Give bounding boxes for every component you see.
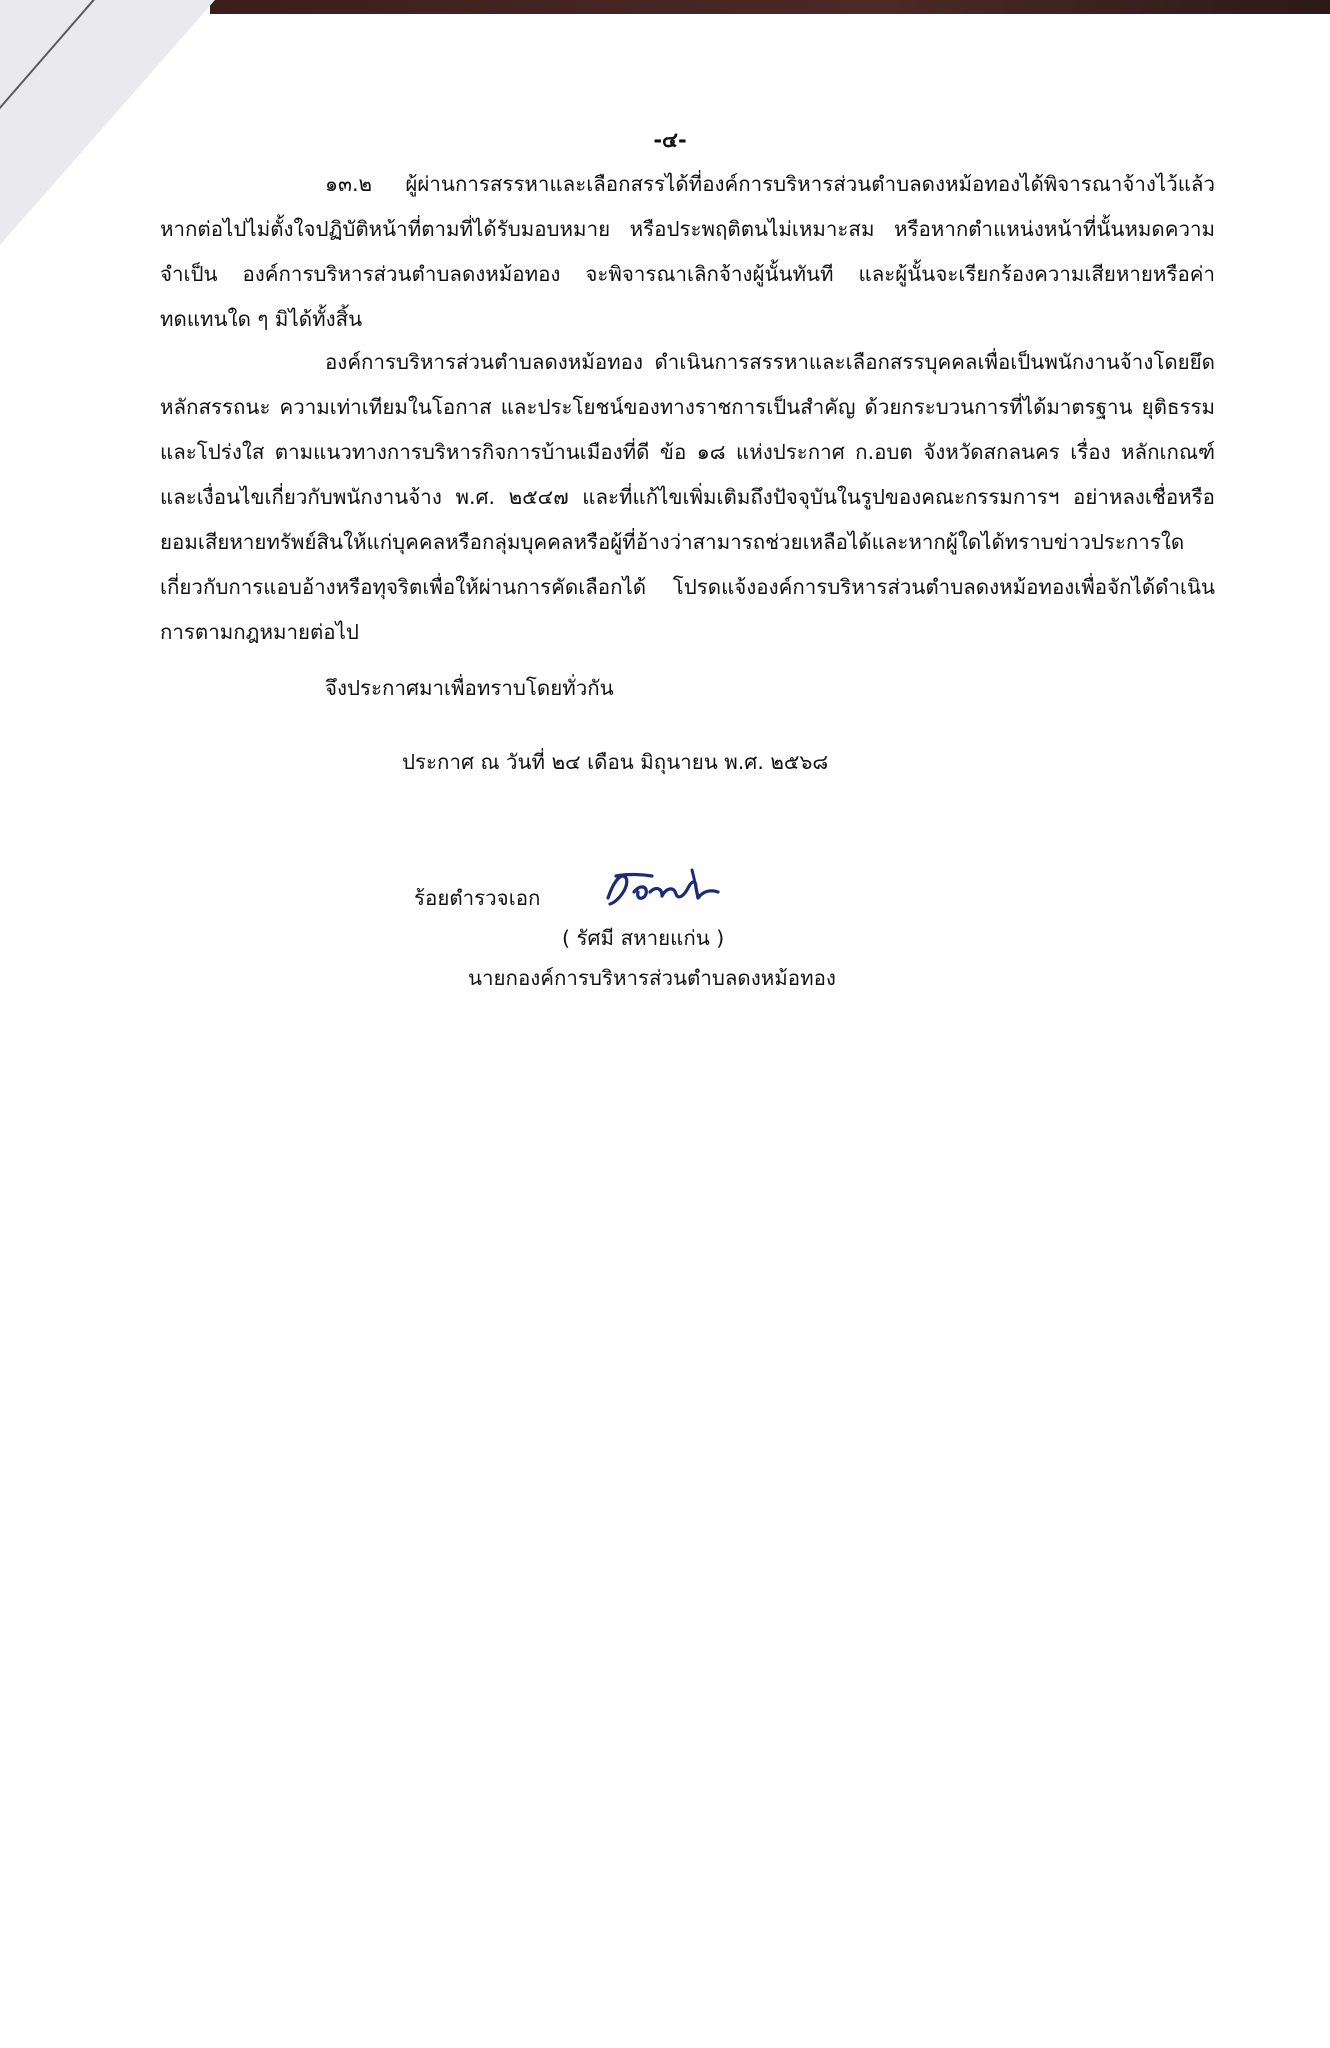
handwritten-signature	[596, 858, 746, 918]
paragraph-text: องค์การบริหารส่วนตำบลดงหม้อทอง ดำเนินการสรรหาและเลือกสรรบุคคลเพื่อเป็นพนักงานจ้างโดยยึดหลักสรรถนะ ความเท่าเทียมในโอกาส และประโยชน์ของทางราชการเป็นสำคัญ ด้วยกระบวนการที่ได้มาตรฐาน ยุติธรรม และโปร่งใส ตามแนวทางการบริหารกิจการบ้านเมืองที่ดี ข้อ ๑๘ แห่งประกาศ ก.อบต จังหวัดสกลนคร เรื่อง หลักเกณฑ์และเงื่อนไขเกี่ยวกับพนักงานจ้าง พ.ศ. ๒๕๔๗ และที่แก้ไขเพิ่มเติมถึงปัจจุบันในรูปของคณะกรรมการฯ อย่าหลงเชื่อหรือยอมเสียหายทรัพย์สินให้แก่บุคคลหรือกลุ่มบุคคลหรือผู้ที่อ้างว่าสามารถช่วยเหลือได้และหากผู้ใดได้ทราบข่าวประการใดเกี่ยวกับการแอบอ้างหรือทุจริตเพื่อให้ผ่านการคัดเลือกได้ โปรดแจ้งองค์การบริหารส่วนตำบลดงหม้อทองเพื่อจักได้ดำเนินการตามกฎหมายต่อไป	[160, 350, 1215, 644]
paragraph-13-2	[160, 162, 1215, 342]
closing-statement: จึงประกาศมาเพื่อทราบโดยทั่วกัน	[325, 676, 614, 700]
signatory-rank: ร้อยตำรวจเอก	[414, 886, 541, 910]
signatory-name: ( รัศมี สหายแก่น )	[562, 926, 725, 950]
announcement-date: ประกาศ ณ วันที่ ๒๔ เดือน มิถุนายน พ.ศ. ๒๕๖๘	[402, 750, 829, 774]
paragraph-text: ๑๓.๒ ผู้ผ่านการสรรหาและเลือกสรรได้ที่องค์การบริหารส่วนตำบลดงหม้อทองได้พิจารณาจ้างไว้แล้วหากต่อไปไม่ตั้งใจปฏิบัติหน้าที่ตามที่ได้รับมอบหมาย หรือประพฤติตนไม่เหมาะสม หรือหากตำแหน่งหน้าที่นั้นหมดความจำเป็น องค์การบริหารส่วนตำบลดงหม้อทอง จะพิจารณาเลิกจ้างผู้นั้นทันที และผู้นั้นจะเรียกร้องความเสียหายหรือค่าทดแทนใด ๆ มิได้ทั้งสิ้น	[160, 172, 1215, 331]
paragraph-recruitment-statement	[160, 340, 1215, 655]
page-number: -๔-	[653, 128, 687, 152]
signatory-position: นายกองค์การบริหารส่วนตำบลดงหม้อทอง	[468, 966, 836, 990]
